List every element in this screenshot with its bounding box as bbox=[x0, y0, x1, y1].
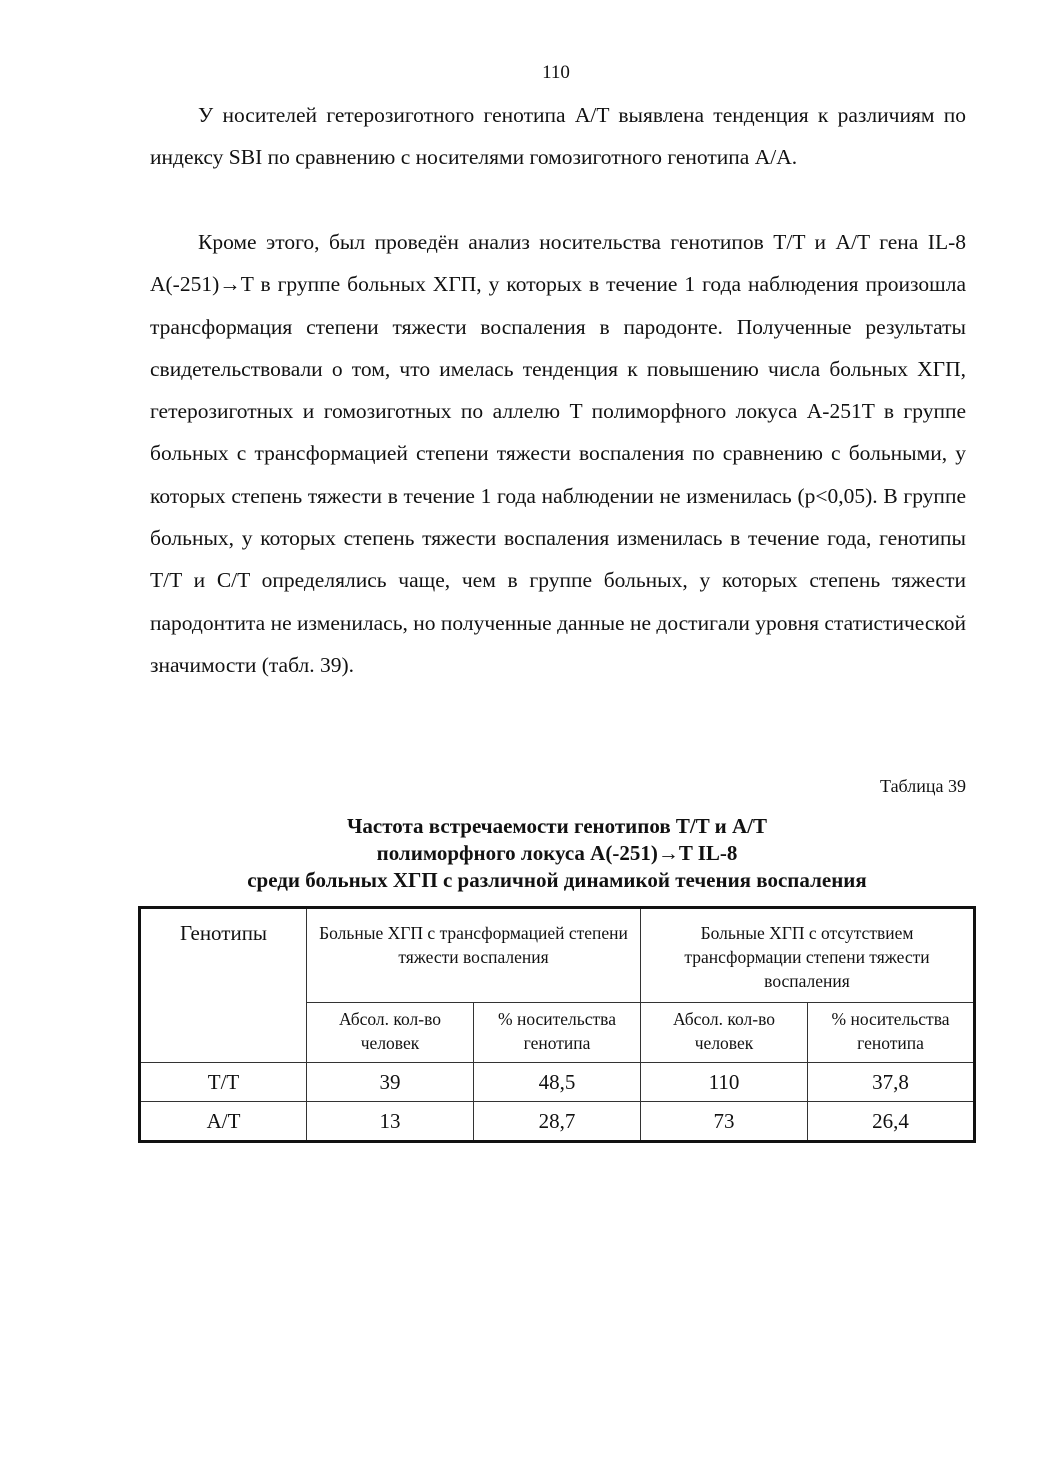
table-header-row bbox=[140, 908, 975, 1003]
cell-g1-abs: 13 bbox=[307, 1102, 474, 1142]
genotype-frequency-table bbox=[138, 906, 976, 1143]
table-row bbox=[140, 1102, 975, 1142]
table-label: Таблица 39 bbox=[880, 776, 966, 796]
cell-genotype: A/T bbox=[140, 1102, 307, 1142]
paragraph-1: У носителей гетерозиготного генотипа A/T выявлена тенденция к различиям по индексу SBI по сравнению с носителями гомозиготного генотипа A/A. bbox=[150, 103, 966, 170]
subheader-pct-1: % носительства генотипа bbox=[474, 1003, 641, 1063]
table-title-line-1: Частота встречаемости генотипов T/T и A/T bbox=[346, 814, 768, 838]
subheader-abs-1: Абсол. кол-во человек bbox=[307, 1003, 474, 1063]
header-group-no-transformation: Больные ХГП с отсутствием трансформации степени тяжести воспаления bbox=[641, 908, 975, 1003]
table-row bbox=[140, 1063, 975, 1102]
page-number: 110 bbox=[542, 62, 570, 83]
cell-g1-pct: 48,5 bbox=[474, 1063, 641, 1102]
cell-g2-abs: 110 bbox=[641, 1063, 808, 1102]
table-title-line-2: полиморфного локуса A(-251)→T IL-8 bbox=[376, 841, 738, 865]
paragraph-2: Кроме этого, был проведён анализ носительства генотипов T/T и A/T гена IL-8 A(-251)→T в группе больных ХГП, у которых в течение 1 года наблюдения произошла трансформация степени тяжести воспаления в пародонте. Полученные результаты свидетельствовали о том, что имелась тенденция к повышению числа больных ХГП, гетерозиготных и гомозиготных по аллелю T полиморфного локуса A-251T в группе больных с трансформацией степени тяжести воспаления по сравнению с больными, у которых степень тяжести в течение 1 года наблюдении не изменилась (p<0,05). В группе больных, у которых степень тяжести воспаления изменилась в течение года, генотипы T/T и C/T определялись чаще, чем в группе больных, у которых степень тяжести пародонтита не изменилась, но полученные данные не достигали уровня статистической значимости (табл. 39). bbox=[150, 230, 966, 677]
subheader-pct-2: % носительства генотипа bbox=[808, 1003, 975, 1063]
cell-genotype: T/T bbox=[140, 1063, 307, 1102]
table-title-line-3: среди больных ХГП с различной динамикой течения воспаления bbox=[247, 868, 867, 892]
paragraph-1-container bbox=[150, 94, 966, 179]
cell-g1-pct: 28,7 bbox=[474, 1102, 641, 1142]
cell-g2-pct: 37,8 bbox=[808, 1063, 975, 1102]
cell-g1-abs: 39 bbox=[307, 1063, 474, 1102]
cell-g2-abs: 73 bbox=[641, 1102, 808, 1142]
cell-g2-pct: 26,4 bbox=[808, 1102, 975, 1142]
header-genotype: Генотипы bbox=[140, 908, 307, 1063]
subheader-abs-2: Абсол. кол-во человек bbox=[641, 1003, 808, 1063]
paragraph-2-container bbox=[150, 221, 966, 686]
header-group-transformation: Больные ХГП с трансформацией степени тяжести воспаления bbox=[307, 908, 641, 1003]
table-title bbox=[138, 813, 976, 894]
